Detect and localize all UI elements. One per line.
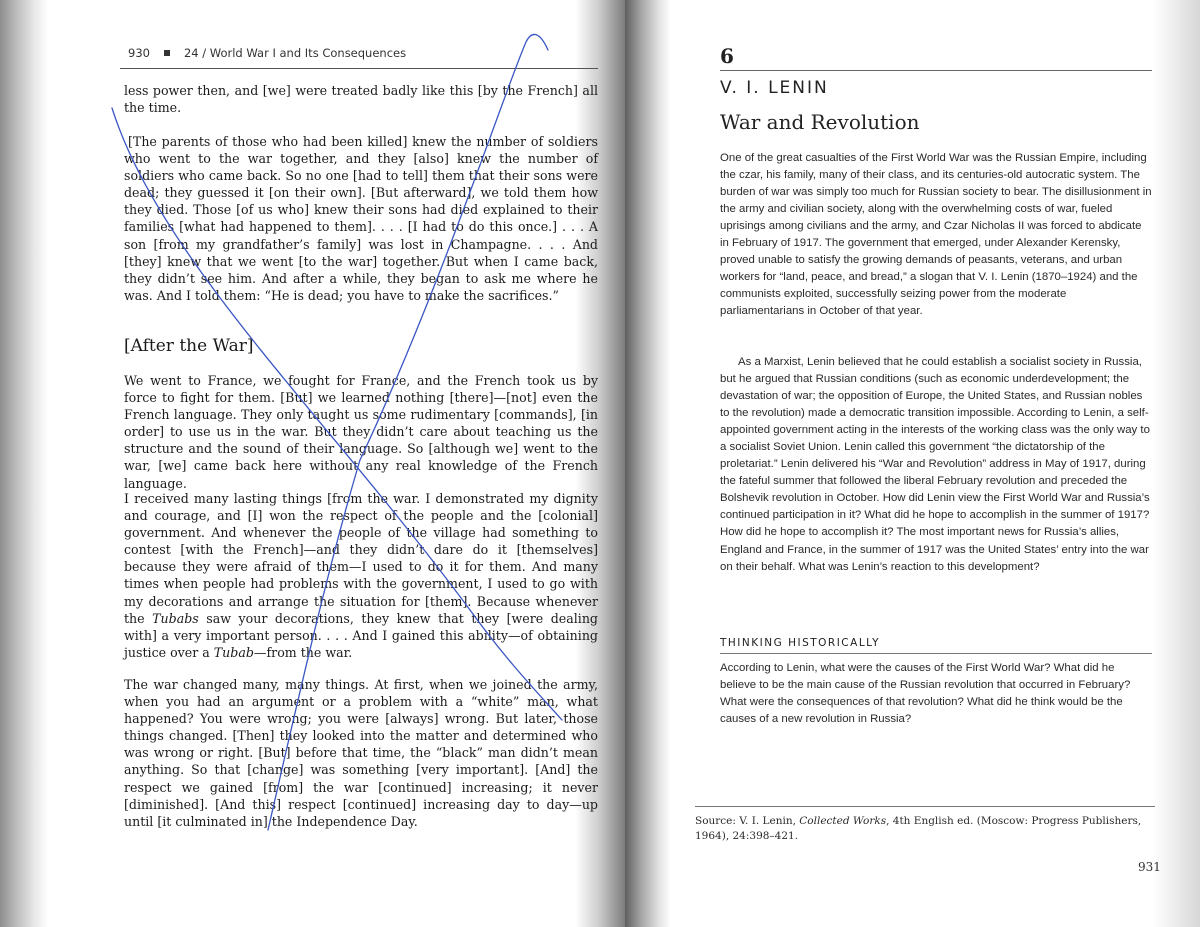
thinking-heading-rule — [720, 653, 1152, 654]
paragraph-parents: [The parents of those who had been killed] knew the number of soldiers who went to the war together, and they [also] knew the number of soldiers who came back. So no one [had to tell] them that their sons were dead; they guessed it [on their own]. [But afterward], we told them how they died. Those [of us who] knew their sons had died explained to their families [what had happened to them]. . . . [I had to do this once.] . . . A son [from my grandfather’s family] was lost in Champagne. . . . And [they] knew that we went [to the war] together. But when I came back, they didn’t see him. And after a while, they began to ask me where he was. And I told them: “He is dead; you have to make the sacrifices.” — [124, 134, 598, 303]
paragraph-changed: The war changed many, many things. At first, when we joined the army, when you had an argument or a problem with a “white” man, what happened? You were wrong; you were [always] wrong. But later, those things changed. [Then] they looked into the matter and determined who was wrong or right. [But] before that time, the “black” man didn’t mean anything. So that [change] was something [very important]. [And] the respect we gained [from] the war [continued] increasing; it never [diminished]. [And this] respect [continued] increasing day to day—up until [it culminated in] the Independence Day. — [124, 677, 598, 829]
tubab-term: Tubab — [213, 644, 254, 660]
source-citation — [695, 814, 1155, 844]
paragraph-received — [124, 490, 598, 661]
intro-paragraph-1: One of the great casualties of the First World War was the Russian Empire, including the czar, his family, many of their class, and its centuries-old autocratic system. The burden of war was simply too much for Russian society to bear. The disillusionment in the army and civilian society, along with the overwhelming costs of war, fueled uprisings among civilians and the army, and Czar Nicholas II was forced to abdicate in February of 1917. The government that emerged, under Alexander Kerensky, proved unable to satisfy the growing demands of peasants, veterans, and urban workers for “land, peace, and bread,” a slogan that V. I. Lenin (1870–1924) and the communists exploited, successfully seizing power from the moderate parliamentarians in October of that year. — [720, 152, 1152, 318]
square-bullet-icon — [164, 50, 170, 56]
tubabs-term: Tubabs — [152, 610, 199, 626]
left-page-number: 930 — [128, 46, 150, 60]
received-text-2: saw your decorations, they knew that they [were dealing with] a very important person. . . . And I gained this ability—of obtaining justice over a — [124, 610, 598, 660]
thinking-historically-heading: THINKING HISTORICALLY — [720, 637, 881, 649]
received-text-3: —from the war. — [253, 644, 353, 660]
received-text-1: I received many lasting things [from the war. I demonstrated my dignity and courage, and [I] won the respect of the people and the [colonial] government. And whenever the people of the village had something to contest [with the French]—and they didn’t dare do it [themselves] because they were afraid of them—I used to do it for them. And many times when people had problems with the government, I used to go with my decorations and arrange the situation for [them]. Because whenever the — [124, 491, 598, 626]
source-text-2: , 4th English ed. (Moscow: Progress Publishers, 1964), 24:398–421. — [695, 815, 1142, 842]
author-name: V. I. LENIN — [720, 78, 829, 98]
running-head-rule — [120, 68, 598, 69]
intro-paragraph-2: As a Marxist, Lenin believed that he could establish a socialist society in Russia, but he argued that Russian conditions (such as economic underdevelopment; the devastation of war; the opposition of Europe, the United States, and Russian nobles to the revolution) made a democratic transition impossible. According to Lenin, a self-appointed government acting in the interests of the working class was the only way to a socialist Soviet Union. Lenin called this government “the dictatorship of the proletariat.” Lenin delivered his “War and Revolution” address in May of 1917, during the fateful summer that followed the liberal February revolution and preceded the Bolshevik revolution in October. How did Lenin view the First World War and Russia’s continued participation in it? What did he hope to accomplish in the summer of 1917? How did he hope to accomplish it? The most important news for Russia’s allies, England and France, in the summer of 1917 was the United States’ entry into the war on their behalf. What was Lenin’s reaction to this development? — [720, 356, 1150, 573]
running-head-title: 24 / World War I and Its Consequences — [183, 46, 407, 60]
gutter-shadow-right — [625, 0, 671, 927]
footnote-rule — [695, 806, 1155, 807]
running-head — [128, 46, 406, 60]
left-edge-shadow — [0, 0, 48, 927]
thinking-historically-text: According to Lenin, what were the causes of the First World War? What did he believe to be the main cause of the Russian revolution that occurred in February? What were the consequences of that revolution? What did he think would be the causes of a new revolution in Russia? — [720, 662, 1131, 726]
right-edge-shadow — [1152, 0, 1200, 927]
chapter-number: 6 — [720, 44, 734, 68]
source-work-title: Collected Works — [799, 815, 887, 827]
right-page-number: 931 — [1138, 860, 1161, 874]
paragraph-intro: less power then, and [we] were treated badly like this [by the French] all the time. — [124, 83, 598, 116]
source-text-1: Source: V. I. Lenin, — [695, 815, 800, 827]
paragraph-france: We went to France, we fought for France, and the French took us by force to fight for them. [But] we learned nothing [there]—[not] even the French language. They only taught us some rudimentary [commands], [in order] to use us in the war. But they didn’t care about teaching us the structure and the sound of their language. So [although we] went to the war, [we] came back here without any real knowledge of the French language. — [124, 373, 598, 491]
section-heading: [After the War] — [124, 336, 254, 356]
reading-title: War and Revolution — [720, 110, 920, 134]
chapter-rule — [720, 70, 1152, 71]
